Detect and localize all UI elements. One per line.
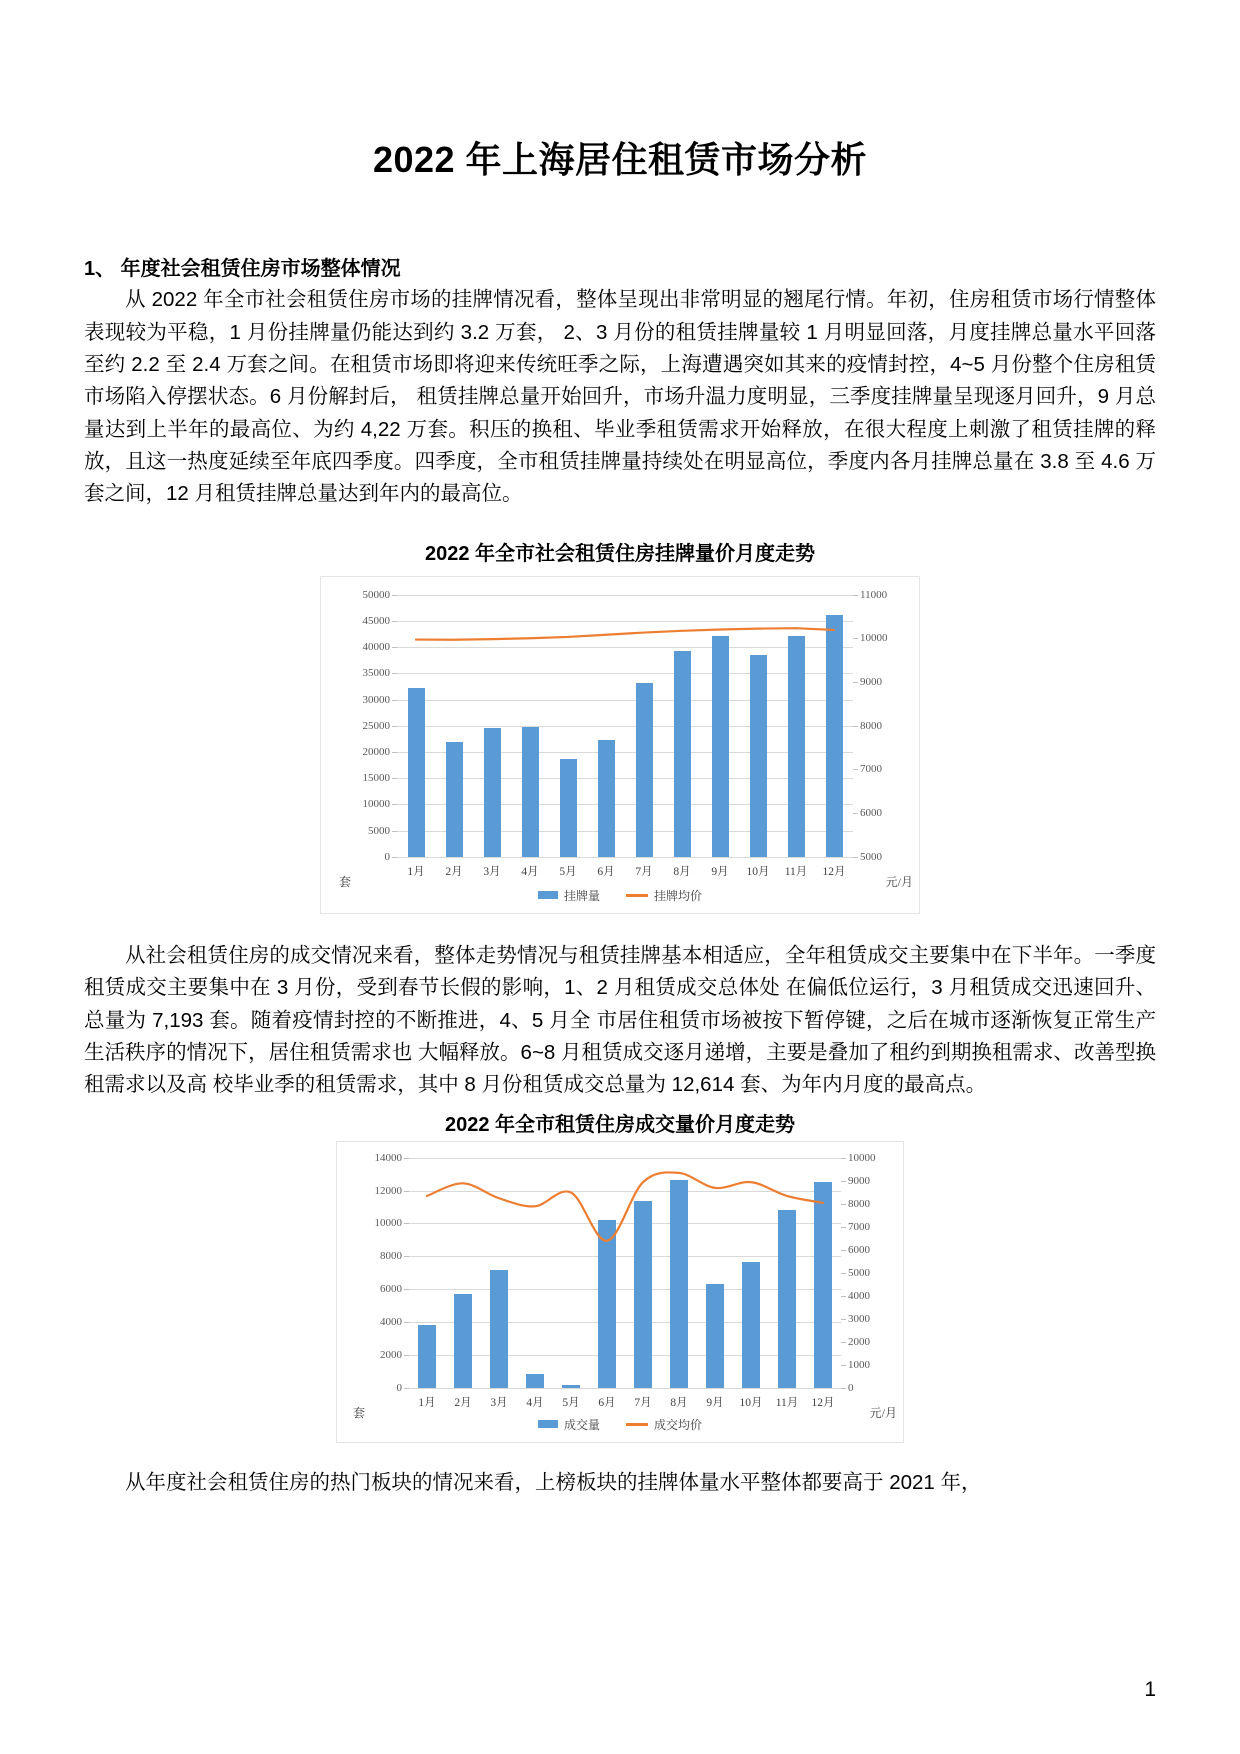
y-axis-right-tick-label: 5000: [860, 850, 882, 863]
legend-label: 挂牌量: [563, 888, 600, 903]
y-axis-left-tick-label: 4000: [380, 1315, 402, 1328]
x-axis-tick-label: 5月: [559, 865, 577, 878]
x-axis-tick-label: 9月: [711, 865, 729, 878]
axis-tick: [841, 1296, 846, 1297]
x-axis-tick-label: 6月: [598, 1396, 616, 1409]
paragraph-1: 从 2022 年全市社会租赁住房市场的挂牌情况看，整体呈现出非常明显的翘尾行情。年初，住房租赁市场行情整体表现较为平稳，1 月份挂牌量仍能达到约 3.2 万套， 2、3 月份的租赁挂牌量较 1 月明显回落，月度挂牌总量水平回落至约 2.2 至 2.4 万套之间。在租赁市场即将迎来传统旺季之际，上海遭遇突如其来的疫情封控，4~5 月份整个住房租赁市场陷入停摆状态。6 月份解封后， 租赁挂牌总量开始回升，市场升温力度明显，三季度挂牌量呈现逐月回升，9 月总量达到上半年的最高位、为约 4,22 万套。积压的换租、毕业季租赁需求开始释放，在很大程度上刺激了租赁挂牌的释放，且这一热度延续至年底四季度。四季度，全市租赁挂牌量持续处在明显高位，季度内各月挂牌总量在 3.8 至 4.6 万套之间，12 月租赁挂牌总量达到年内的最高位。: [84, 288, 1156, 506]
chart-legend: [321, 887, 919, 904]
gridline: [397, 857, 853, 858]
y-axis-right-tick-label: 3000: [848, 1312, 870, 1325]
y-axis-left-tick-label: 14000: [374, 1151, 402, 1164]
chart-legend: [337, 1416, 903, 1433]
chart-1-title: 2022 年全市社会租赁住房挂牌量价月度走势: [424, 542, 816, 565]
y-axis-left-unit: 套: [339, 874, 352, 889]
x-axis-tick-label: 2月: [445, 865, 463, 878]
x-axis-tick-label: 4月: [526, 1396, 544, 1409]
y-axis-right-tick-label: 8000: [848, 1197, 870, 1210]
chart-2-title: 2022 年全市租赁住房成交量价月度走势: [444, 1113, 796, 1136]
y-axis-right-tick-label: 9000: [860, 676, 882, 689]
y-axis-left-tick-label: 15000: [362, 772, 390, 785]
y-axis-right-tick-label: 2000: [848, 1335, 870, 1348]
x-axis-tick-label: 12月: [822, 865, 846, 878]
chart-1: [320, 576, 920, 914]
legend-label: 挂牌均价: [654, 888, 703, 903]
line-series: [409, 1158, 841, 1388]
section-heading-1: 1、 年度社会租赁住房市场整体情况: [84, 258, 401, 281]
chart-1-container: [320, 576, 920, 914]
y-axis-right-unit: 元/月: [869, 1405, 897, 1420]
x-axis-tick-label: 8月: [670, 1396, 688, 1409]
y-axis-left-tick-label: 50000: [362, 588, 390, 601]
x-axis-tick-label: 4月: [521, 865, 539, 878]
y-axis-right-tick-label: 5000: [848, 1266, 870, 1279]
legend-bar-swatch: [538, 891, 558, 899]
x-axis-tick-label: 2月: [454, 1396, 472, 1409]
y-axis-left-tick-label: 6000: [380, 1283, 402, 1296]
x-axis-tick-label: 7月: [635, 865, 653, 878]
y-axis-right-tick-label: 6000: [860, 807, 882, 820]
x-axis-tick-label: 12月: [811, 1396, 835, 1409]
y-axis-right-unit: 元/月: [885, 874, 913, 889]
chart-2-container: [336, 1141, 904, 1443]
axis-tick: [841, 1273, 846, 1274]
y-axis-left-tick-label: 2000: [380, 1348, 402, 1361]
x-axis-tick-label: 8月: [673, 865, 691, 878]
paragraph-3: 从年度社会租赁住房的热门板块的情况来看，上榜板块的挂牌体量水平整体都要高于 2021 年，: [125, 1470, 982, 1494]
y-axis-left-tick-label: 12000: [374, 1184, 402, 1197]
plot-area: [362, 588, 888, 878]
legend-line-swatch: [626, 894, 648, 897]
x-axis-tick-label: 6月: [597, 865, 615, 878]
y-axis-left-unit: 套: [353, 1405, 366, 1420]
y-axis-right-tick-label: 4000: [848, 1289, 870, 1302]
y-axis-left-tick-label: 25000: [362, 719, 390, 732]
legend-line-swatch: [626, 1423, 648, 1426]
axis-tick: [853, 682, 858, 683]
x-axis-tick-label: 10月: [746, 865, 770, 878]
page-number: 1: [1144, 1678, 1156, 1701]
x-axis-tick-label: 3月: [483, 865, 501, 878]
axis-tick: [841, 1181, 846, 1182]
y-axis-right-tick-label: 8000: [860, 719, 882, 732]
y-axis-right-tick-label: 10000: [848, 1151, 876, 1164]
axis-tick: [392, 857, 397, 858]
y-axis-left-tick-label: 20000: [362, 746, 390, 758]
axis-tick: [841, 1204, 846, 1205]
axis-tick: [841, 1158, 846, 1159]
y-axis-left-tick-label: 35000: [362, 667, 390, 680]
y-axis-left-tick-label: 0: [384, 850, 390, 863]
y-axis-right-tick-label: 6000: [848, 1243, 870, 1256]
legend-item: [538, 887, 600, 904]
legend-item: [626, 887, 702, 904]
axis-tick: [841, 1319, 846, 1320]
axis-tick: [404, 1388, 409, 1389]
y-axis-right-tick-label: 9000: [848, 1174, 870, 1187]
y-axis-left-tick-label: 8000: [380, 1250, 402, 1263]
axis-tick: [853, 813, 858, 814]
y-axis-left-tick-label: 5000: [368, 824, 390, 837]
axis-tick: [841, 1388, 846, 1389]
paragraph-2: 从社会租赁住房的成交情况来看，整体走势情况与租赁挂牌基本相适应，全年租赁成交主要集中在下半年。一季度租赁成交主要集中在 3 月份，受到春节长假的影响，1、2 月租赁成交总体处 在偏低位运行，3 月租赁成交迅速回升、总量为 7,193 套。随着疫情封控的不断推进，4、5 月全 市居住租赁市场被按下暂停键，之后在城市逐渐恢复正常生产生活秩序的情况下，居住租赁需求也 大幅释放。6~8 月租赁成交逐月递增，主要是叠加了租约到期换租需求、改善型换租需求以及高 校毕业季的租赁需求，其中 8 月份租赁成交总量为 12,614 套、为年内月度的最高点。: [84, 943, 1156, 1097]
x-axis-tick-label: 11月: [784, 865, 808, 878]
axis-tick: [853, 769, 858, 770]
page-title: 2022 年上海居住租赁市场分析: [372, 139, 868, 180]
gridline: [409, 1388, 841, 1389]
axis-tick: [841, 1227, 846, 1228]
y-axis-left-tick-label: 40000: [362, 641, 390, 654]
legend-label: 成交量: [563, 1417, 600, 1432]
y-axis-right-tick-label: 7000: [860, 763, 882, 776]
x-axis-tick-label: 7月: [634, 1396, 652, 1409]
legend-bar-swatch: [538, 1420, 558, 1428]
y-axis-right-tick-label: 0: [848, 1381, 854, 1394]
x-axis-tick-label: 1月: [407, 865, 425, 878]
axis-tick: [841, 1365, 846, 1366]
legend-label: 成交均价: [654, 1417, 703, 1432]
y-axis-left-tick-label: 0: [396, 1381, 402, 1394]
y-axis-right-tick-label: 10000: [860, 632, 888, 645]
axis-tick: [853, 726, 858, 727]
x-axis-tick-label: 10月: [739, 1396, 763, 1409]
x-axis-tick-label: 3月: [490, 1396, 508, 1409]
legend-item: [538, 1416, 600, 1433]
line-series: [397, 595, 853, 857]
y-axis-right-tick-label: 7000: [848, 1220, 870, 1233]
y-axis-right-tick-label: 1000: [848, 1358, 870, 1371]
x-axis-tick-label: 11月: [775, 1396, 799, 1409]
y-axis-left-tick-label: 45000: [362, 615, 390, 627]
y-axis-right-tick-label: 11000: [860, 588, 888, 601]
chart-2: [336, 1141, 904, 1443]
y-axis-left-tick-label: 10000: [362, 798, 390, 811]
y-axis-left-tick-label: 30000: [362, 693, 390, 706]
x-axis-tick-label: 1月: [418, 1396, 436, 1409]
axis-tick: [841, 1342, 846, 1343]
legend-item: [626, 1416, 702, 1433]
axis-tick: [841, 1250, 846, 1251]
axis-tick: [853, 595, 858, 596]
plot-area: [374, 1151, 876, 1409]
x-axis-tick-label: 5月: [562, 1396, 580, 1409]
x-axis-tick-label: 9月: [706, 1396, 724, 1409]
y-axis-left-tick-label: 10000: [374, 1217, 402, 1230]
axis-tick: [853, 638, 858, 639]
axis-tick: [853, 857, 858, 858]
